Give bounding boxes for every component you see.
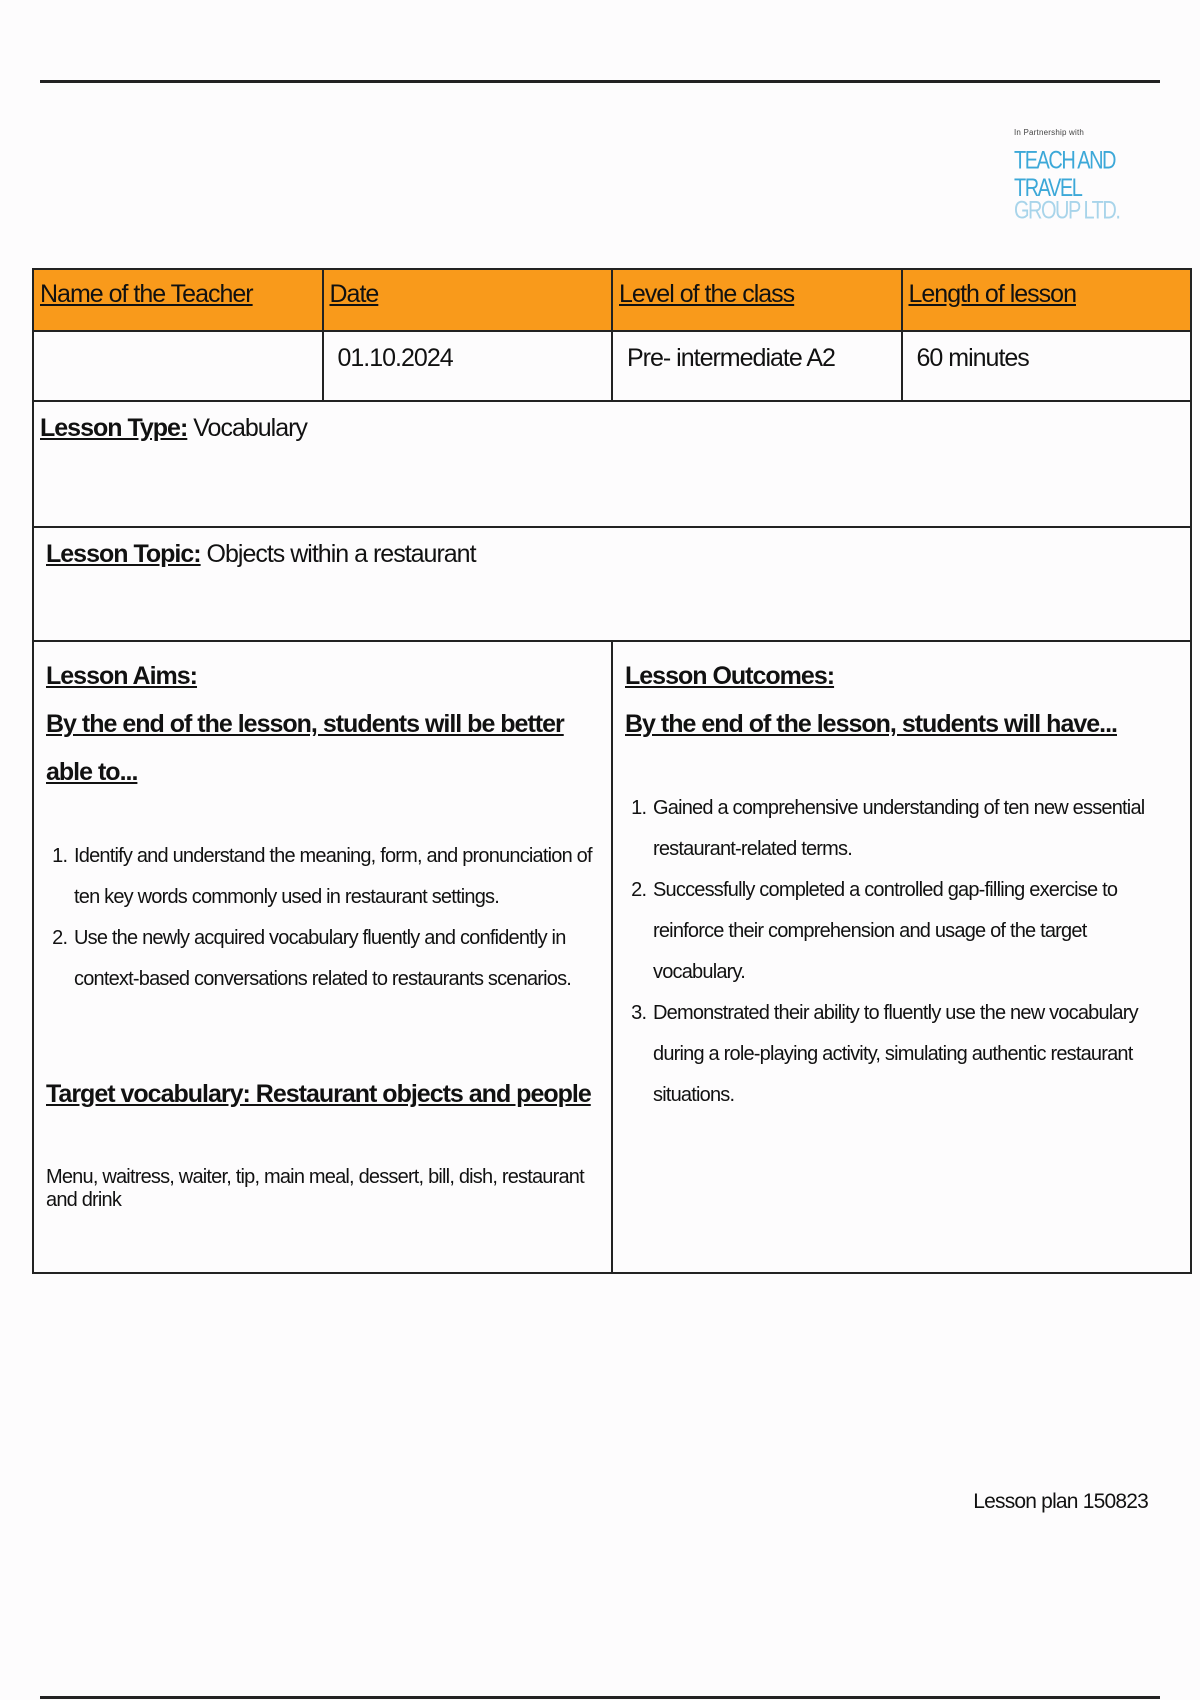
aims-subtitle: By the end of the lesson, students will be better able to... [46,710,564,786]
header-length: Length of lesson [908,280,1076,308]
outcome-item: 1. Gained a comprehensive understanding of ten new essential restaurant-related terms. [651,788,1178,870]
logo-line-1: TEACH AND TRAVEL [1014,147,1115,202]
footer-lesson-plan-id: Lesson plan 150823 [973,1490,1148,1513]
value-length: 60 minutes [916,344,1029,372]
lesson-plan-table [32,268,1192,1274]
target-vocabulary-list: Menu, waitress, waiter, tip, main meal, dessert, bill, dish, restaurant and drink [46,1166,584,1211]
header-teacher: Name of the Teacher [34,270,324,330]
lesson-topic-label: Lesson Topic: [46,540,201,568]
outcomes-title: Lesson Outcomes: [625,662,835,690]
logo-partner-text: In Partnership with [1014,128,1085,137]
lesson-type-label: Lesson Type: [40,414,188,442]
value-teacher [34,332,324,400]
outcomes-cell [613,642,1190,1272]
header-date: Date [324,270,614,330]
values-row [34,332,1190,402]
target-vocabulary-title: Target vocabulary: Restaurant objects and people [46,1080,591,1108]
outcomes-list [625,788,1178,1116]
value-level: Pre- intermediate A2 [613,332,903,400]
lesson-type-row [34,402,1190,528]
aim-item: 1. Identify and understand the meaning, form, and pronunciation of ten key words commonly used in restaurant settings. [72,836,599,918]
lesson-topic-row [34,528,1190,642]
outcomes-subtitle: By the end of the lesson, students will have... [625,710,1117,738]
logo-line-2: GROUP LTD. [1014,197,1120,225]
header-level: Level of the class [613,270,903,330]
aim-item: 2. Use the newly acquired vocabulary fluently and confidently in context-based conversations related to restaurants scenarios. [72,918,599,1000]
outcome-item: 3. Demonstrated their ability to fluently use the new vocabulary during a role-playing activity, simulating authentic restaurant situations. [651,993,1178,1116]
partner-logo [1014,128,1154,225]
aims-cell [34,642,613,1272]
aims-outcomes-row [34,642,1190,1272]
lesson-type-value: Vocabulary [187,414,307,442]
header-row [34,270,1190,332]
lesson-topic-value: Objects within a restaurant [200,540,476,568]
outcome-item: 2. Successfully completed a controlled gap-filling exercise to reinforce their comprehension and usage of the target vocabulary. [651,870,1178,993]
aims-title: Lesson Aims: [46,662,198,690]
top-rule [40,80,1160,83]
value-date: 01.10.2024 [324,332,614,400]
bottom-rule [40,1696,1160,1699]
aims-list [46,836,599,1000]
